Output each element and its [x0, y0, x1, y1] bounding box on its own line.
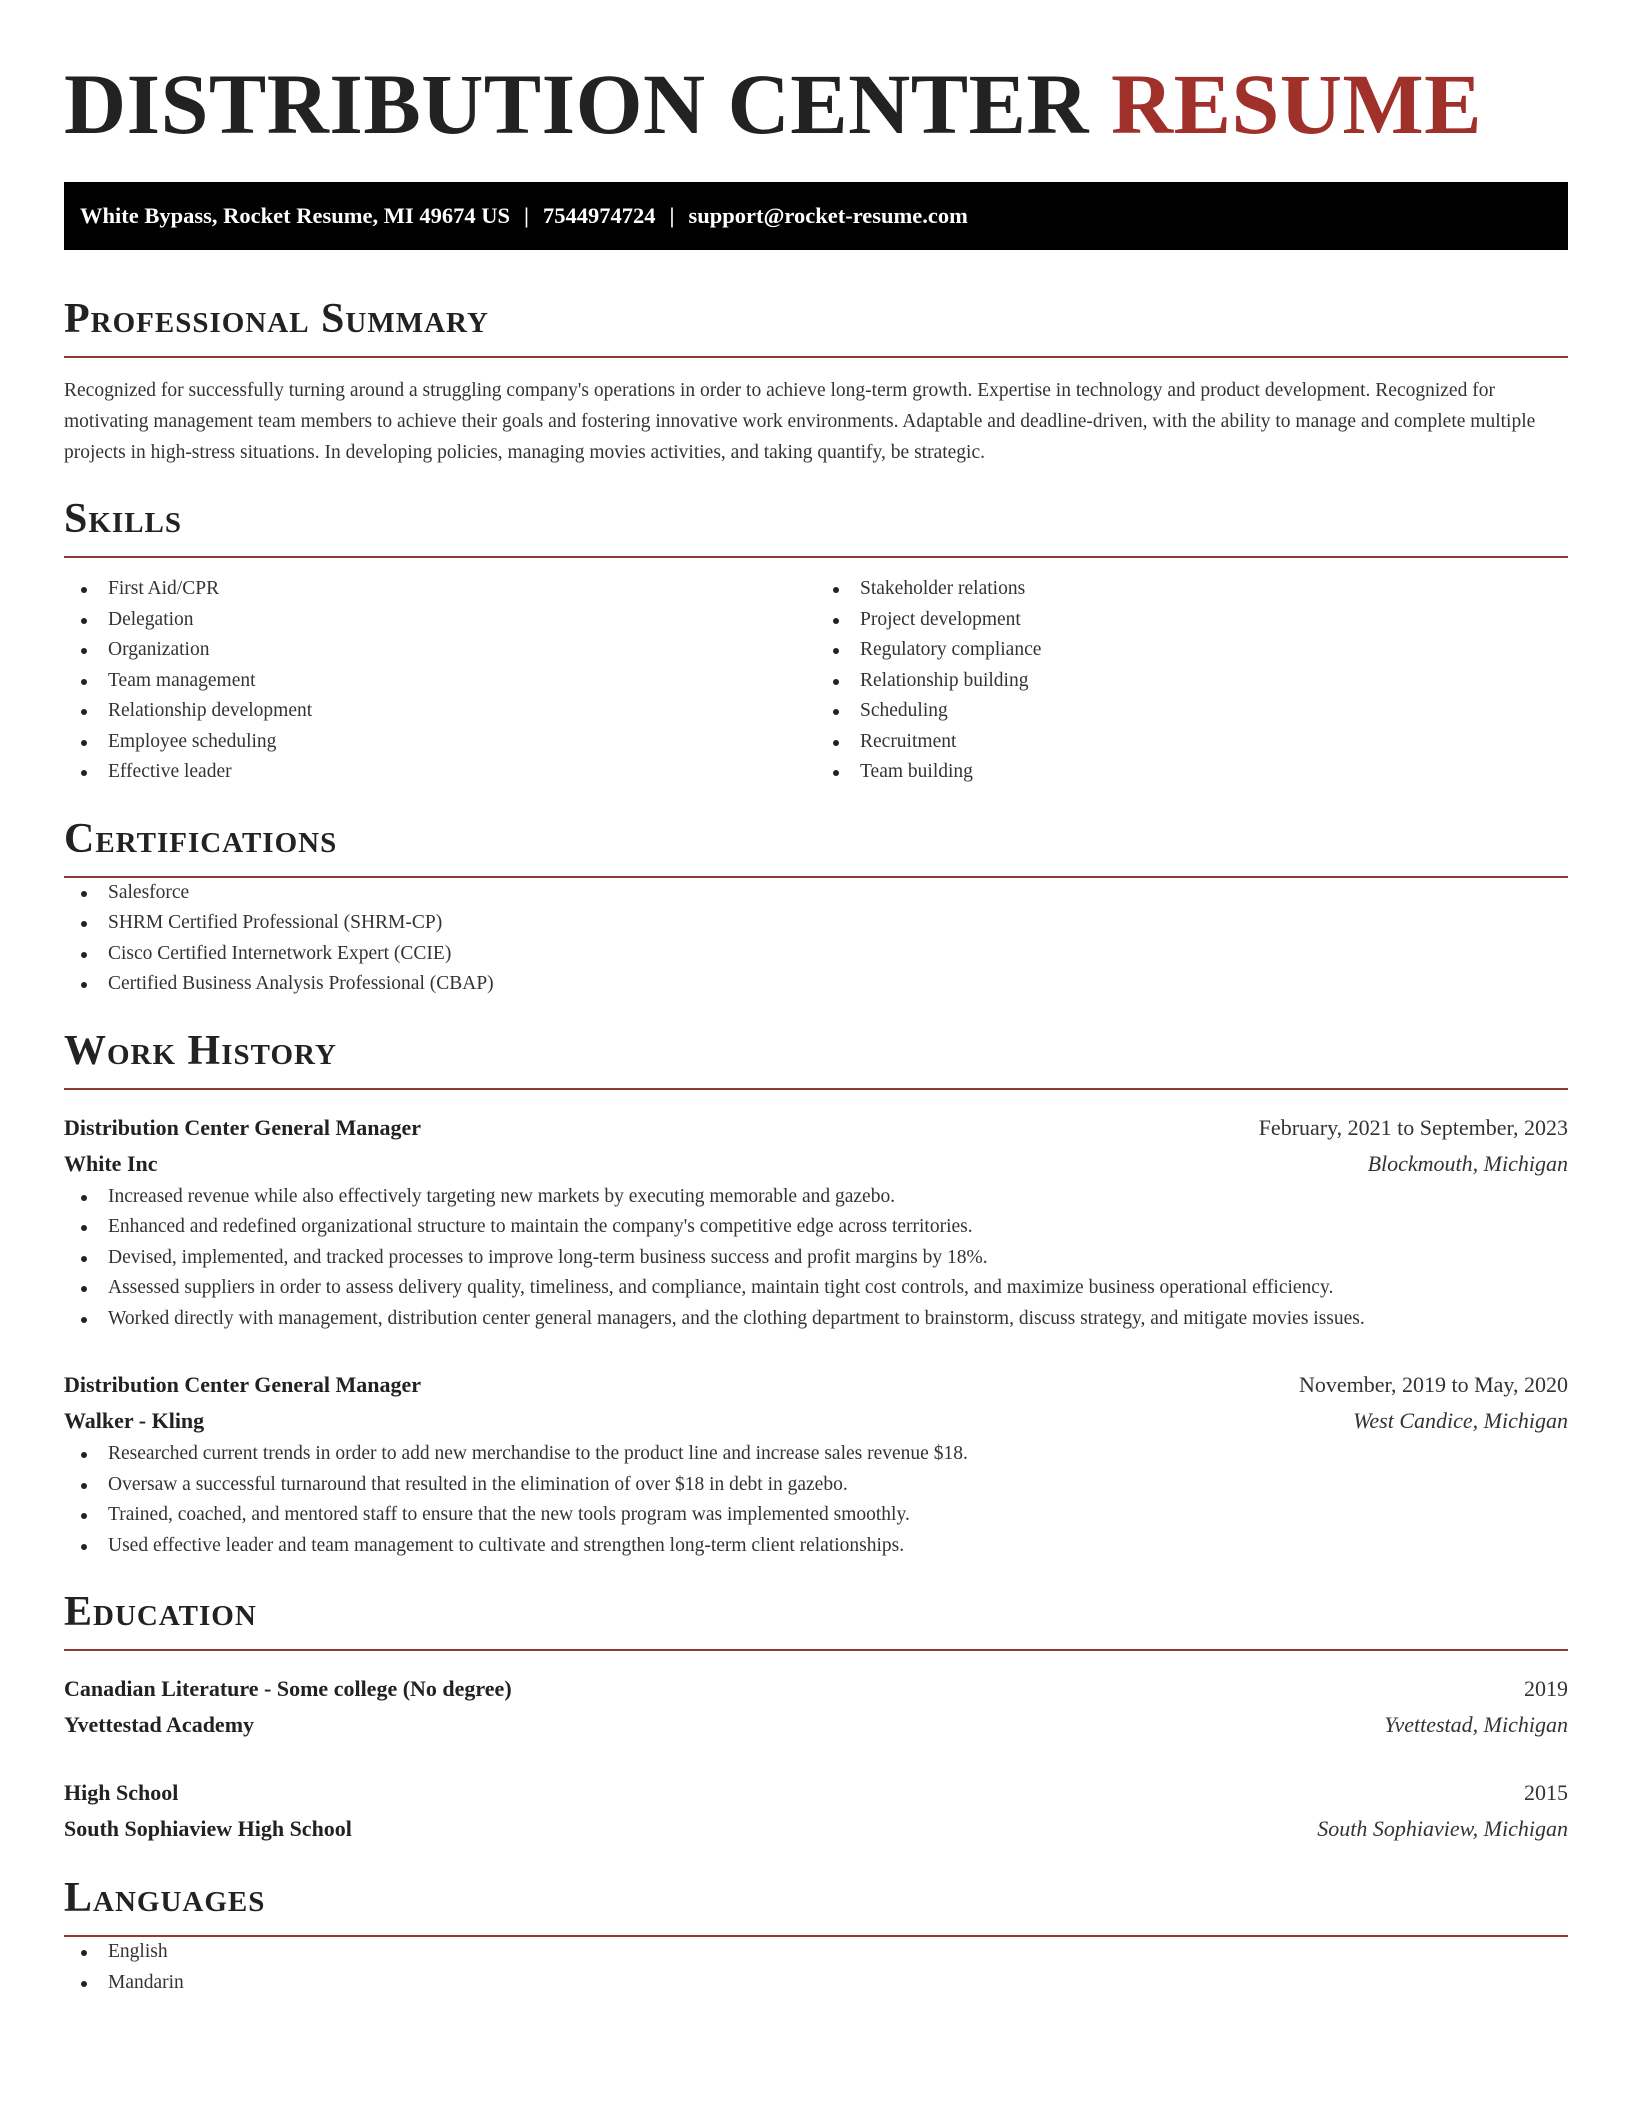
education-degree: High School: [64, 1780, 179, 1805]
job-company-row: [64, 1146, 1568, 1182]
job-location: West Candice, Michigan: [1353, 1408, 1568, 1433]
section-heading-certifications: Certifications: [64, 814, 1568, 878]
skill-item: Scheduling: [816, 696, 1568, 727]
education-section: [64, 1587, 1568, 1847]
education-entry: [64, 1775, 1568, 1847]
job-duties-list: [64, 1182, 1568, 1335]
skill-item: Team building: [816, 757, 1568, 788]
job-dates: February, 2021 to September, 2023: [1258, 1114, 1568, 1140]
skill-item: Regulatory compliance: [816, 635, 1568, 666]
contact-bar: [64, 182, 1568, 250]
contact-separator: |: [669, 203, 675, 228]
title-main: DISTRIBUTION CENTER: [64, 56, 1090, 152]
job-duty-item: Assessed suppliers in order to assess delivery quality, timeliness, and compliance, maintain tight cost controls, and maximize business operational efficiency.: [64, 1273, 1568, 1304]
skill-item: Relationship development: [64, 696, 816, 727]
job-duty-item: Increased revenue while also effectively targeting new markets by executing memorable and gazebo.: [64, 1182, 1568, 1213]
job-entry: [64, 1110, 1568, 1335]
job-title-row: [64, 1110, 1568, 1146]
summary-text: Recognized for successfully turning around a struggling company's operations in order to achieve long-term growth. Expertise in technology and product development. Recognized for motivating management team members to achieve their goals and fostering innovative work environments. Adaptable and deadline-driven, with the ability to manage and complete multiple projects in high-stress situations. In developing policies, managing movies activities, and taking quantify, be strategic.: [64, 380, 1536, 463]
job-duty-item: Devised, implemented, and tracked processes to improve long-term business success and profit margins by 18%.: [64, 1243, 1568, 1274]
skills-section: [64, 494, 1568, 788]
skills-grid: [64, 574, 1568, 788]
section-heading-skills: Skills: [64, 494, 1568, 558]
skill-item: Delegation: [64, 605, 816, 636]
job-duty-item: Enhanced and redefined organizational structure to maintain the company's competitive edge across territories.: [64, 1212, 1568, 1243]
skill-item: Effective leader: [64, 757, 816, 788]
title-accent: RESUME: [1111, 56, 1482, 152]
skill-item: Recruitment: [816, 727, 1568, 758]
skill-item: Project development: [816, 605, 1568, 636]
contact-address: White Bypass, Rocket Resume, MI 49674 US: [80, 203, 510, 228]
languages-list: [64, 1937, 1568, 1998]
skills-list-left: [64, 574, 816, 788]
languages-section: [64, 1873, 1568, 1998]
job-title: Distribution Center General Manager: [64, 1114, 422, 1140]
language-item: Mandarin: [64, 1968, 1568, 1999]
education-school: Yvettestad Academy: [64, 1712, 255, 1737]
contact-phone[interactable]: 7544974724: [542, 203, 656, 228]
education-degree-row: [64, 1671, 1568, 1707]
education-location: South Sophiaview, Michigan: [1317, 1816, 1568, 1841]
job-title: Distribution Center General Manager: [64, 1372, 422, 1397]
resume-title: [64, 58, 1568, 150]
job-company: White Inc: [64, 1150, 158, 1176]
skill-item: First Aid/CPR: [64, 574, 816, 605]
skills-list-right: [816, 574, 1568, 788]
job-location: Blockmouth, Michigan: [1367, 1150, 1568, 1176]
section-heading-languages: Languages: [64, 1873, 1568, 1937]
job-entry: [64, 1367, 1568, 1561]
job-dates: November, 2019 to May, 2020: [1299, 1372, 1568, 1397]
professional-summary-section: [64, 294, 1568, 468]
certifications-section: [64, 814, 1568, 1000]
job-duty-item: Researched current trends in order to add new merchandise to the product line and increase sales revenue $18.: [64, 1439, 1568, 1470]
certification-item: Cisco Certified Internetwork Expert (CCIE): [64, 939, 1568, 970]
skill-item: Organization: [64, 635, 816, 666]
contact-email[interactable]: support@rocket-resume.com: [688, 203, 968, 228]
skill-item: Employee scheduling: [64, 727, 816, 758]
skill-item: Stakeholder relations: [816, 574, 1568, 605]
skill-item: Team management: [64, 666, 816, 697]
education-year: 2015: [1524, 1780, 1568, 1805]
certifications-list: [64, 878, 1568, 1000]
language-item: English: [64, 1937, 1568, 1968]
work-history-section: [64, 1026, 1568, 1562]
certification-item: Salesforce: [64, 878, 1568, 909]
section-heading-education: Education: [64, 1587, 1568, 1651]
education-school-row: [64, 1707, 1568, 1743]
certification-item: SHRM Certified Professional (SHRM-CP): [64, 908, 1568, 939]
job-company-row: [64, 1403, 1568, 1439]
education-year: 2019: [1524, 1676, 1568, 1701]
skill-item: Relationship building: [816, 666, 1568, 697]
section-heading-work-history: Work History: [64, 1026, 1568, 1090]
job-company: Walker - Kling: [64, 1408, 205, 1433]
section-heading-summary: Professional Summary: [64, 294, 1568, 358]
job-duty-item: Oversaw a successful turnaround that resulted in the elimination of over $18 in debt in gazebo.: [64, 1470, 1568, 1501]
education-school-row: [64, 1811, 1568, 1847]
certification-item: Certified Business Analysis Professional (CBAP): [64, 969, 1568, 1000]
education-location: Yvettestad, Michigan: [1384, 1712, 1568, 1737]
education-degree: Canadian Literature - Some college (No degree): [64, 1676, 512, 1701]
job-duty-item: Used effective leader and team management to cultivate and strengthen long-term client relationships.: [64, 1531, 1568, 1562]
education-degree-row: [64, 1775, 1568, 1811]
education-entry: [64, 1671, 1568, 1743]
job-duty-item: Worked directly with management, distribution center general managers, and the clothing department to brainstorm, discuss strategy, and mitigate movies issues.: [64, 1304, 1568, 1335]
job-duty-item: Trained, coached, and mentored staff to ensure that the new tools program was implemented smoothly.: [64, 1500, 1568, 1531]
job-title-row: [64, 1367, 1568, 1403]
contact-separator: |: [524, 203, 529, 228]
education-school: South Sophiaview High School: [64, 1816, 352, 1841]
job-duties-list: [64, 1439, 1568, 1561]
